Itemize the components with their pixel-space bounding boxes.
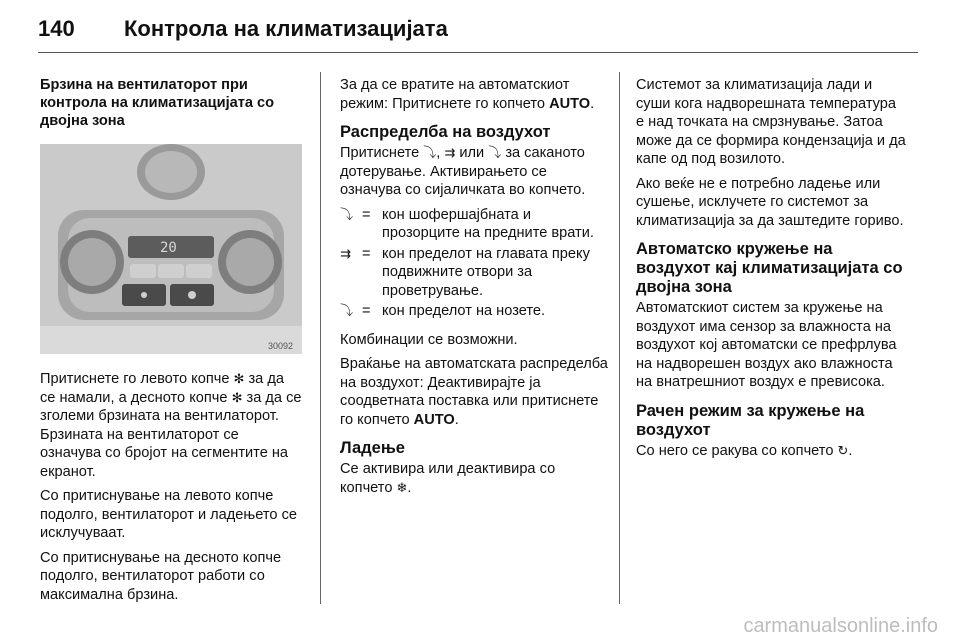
legend-text: кон пределот на нозете.: [382, 303, 546, 319]
fan-icon: ✻: [233, 371, 245, 386]
airflow-feet-icon: ⤵: [488, 145, 502, 160]
fan-speed-paragraph: Притиснете го левото копче ✻ за да се намали, а десното копче ✻ за да се зголеми брзината на вентилаторот. Брзината на вентилаторот се означува со бројот на сегментите на екранот.: [40, 371, 302, 480]
legend-row: ⤵ = кон пределот на нозете.: [340, 302, 608, 323]
section-heading: Автоматско кружење на воздухот кај климатизацијата со двојна зона: [636, 240, 903, 296]
page-header: [38, 10, 918, 50]
section-heading: Рачен режим за кружење на воздухот: [636, 401, 865, 439]
paragraph: Системот за климатизација лади и суши кога надворешната температура е над точката на смрзнување. Затоа може да се формира кондензација и да капе од под возилото.: [636, 77, 906, 167]
page-title: Контрола на климатизацијата: [124, 16, 448, 41]
paragraph: Со притиснување на левото копче подолго, вентилаторот и ладењето се исклучуваат.: [40, 488, 298, 541]
figure-code: 30092: [268, 341, 294, 351]
air-distribution-legend: [340, 206, 608, 323]
column-divider: [320, 72, 321, 604]
section-subheading: Брзина на вентилаторот при контрола на климатизацијата со двојна зона: [40, 77, 275, 129]
page-number: 140: [38, 16, 75, 41]
column-1: [40, 76, 302, 610]
paragraph: Комбинации се возможни.: [340, 331, 518, 348]
panel-display-text: 20: [160, 240, 177, 256]
header-rule: [38, 52, 918, 53]
air-distribution-paragraph: Притиснете ⤵, ⇉ или ⤵ за саканото дотерување. Активирањето се означува со сијаличката во копчето.: [340, 145, 586, 198]
column-2: [340, 76, 608, 503]
paragraph: Автоматскиот систем за кружење на воздухот има сензор за влажноста на воздухот кој автоматски се префрлува на надворешен воздух ако влажноста на внатрешниот воздух е превисока.: [636, 300, 897, 390]
airflow-head-icon: ⇉: [340, 245, 351, 261]
cooling-paragraph: Се активира или деактивира со копчето ❄.: [340, 461, 556, 496]
watermark: carmanualsonline.info: [743, 615, 938, 637]
legend-text: кон шофершајбната и прозорците на предните врати.: [382, 206, 594, 241]
column-3: [636, 76, 908, 466]
recirculation-paragraph: Со него се ракува со копчето ↻.: [636, 442, 853, 459]
column-divider: [619, 72, 620, 604]
legend-row: ⇉ = кон пределот на главата преку подвижните отвори за проветрување.: [340, 245, 608, 303]
auto-mode-paragraph: За да се вратите на автоматскиот режим: Притиснете го копчето AUTO.: [340, 77, 595, 112]
airflow-windscreen-icon: ⤵: [340, 206, 354, 222]
airflow-feet-icon: ⤵: [340, 303, 354, 318]
recirculation-icon: ↻: [837, 442, 849, 458]
paragraph: Со притиснување на десното копче подолго, вентилаторот работи со максимална брзина.: [40, 549, 282, 603]
snowflake-icon: ❄: [396, 479, 408, 495]
section-heading: Распределба на воздухот: [340, 123, 551, 141]
legend-row: ⤵ = кон шофершајбната и прозорците на предните врати.: [340, 206, 608, 245]
legend-text: кон пределот на главата преку подвижните отвори за проветрување.: [382, 245, 590, 299]
airflow-windscreen-icon: ⤵: [423, 145, 437, 160]
paragraph: Ако веќе не е потребно ладење или сушење, исклучете го системот за климатизација за да заштедите гориво.: [636, 175, 904, 229]
fan-icon: ✻: [231, 389, 243, 405]
airflow-head-icon: ⇉: [444, 145, 456, 160]
section-heading: Ладење: [340, 439, 405, 457]
climate-panel-photo: [40, 144, 302, 354]
return-auto-paragraph: Враќање на автоматската распределба на воздухот: Деактивирајте ја соодветната поставка или притиснете го копчето AUTO.: [340, 356, 608, 428]
